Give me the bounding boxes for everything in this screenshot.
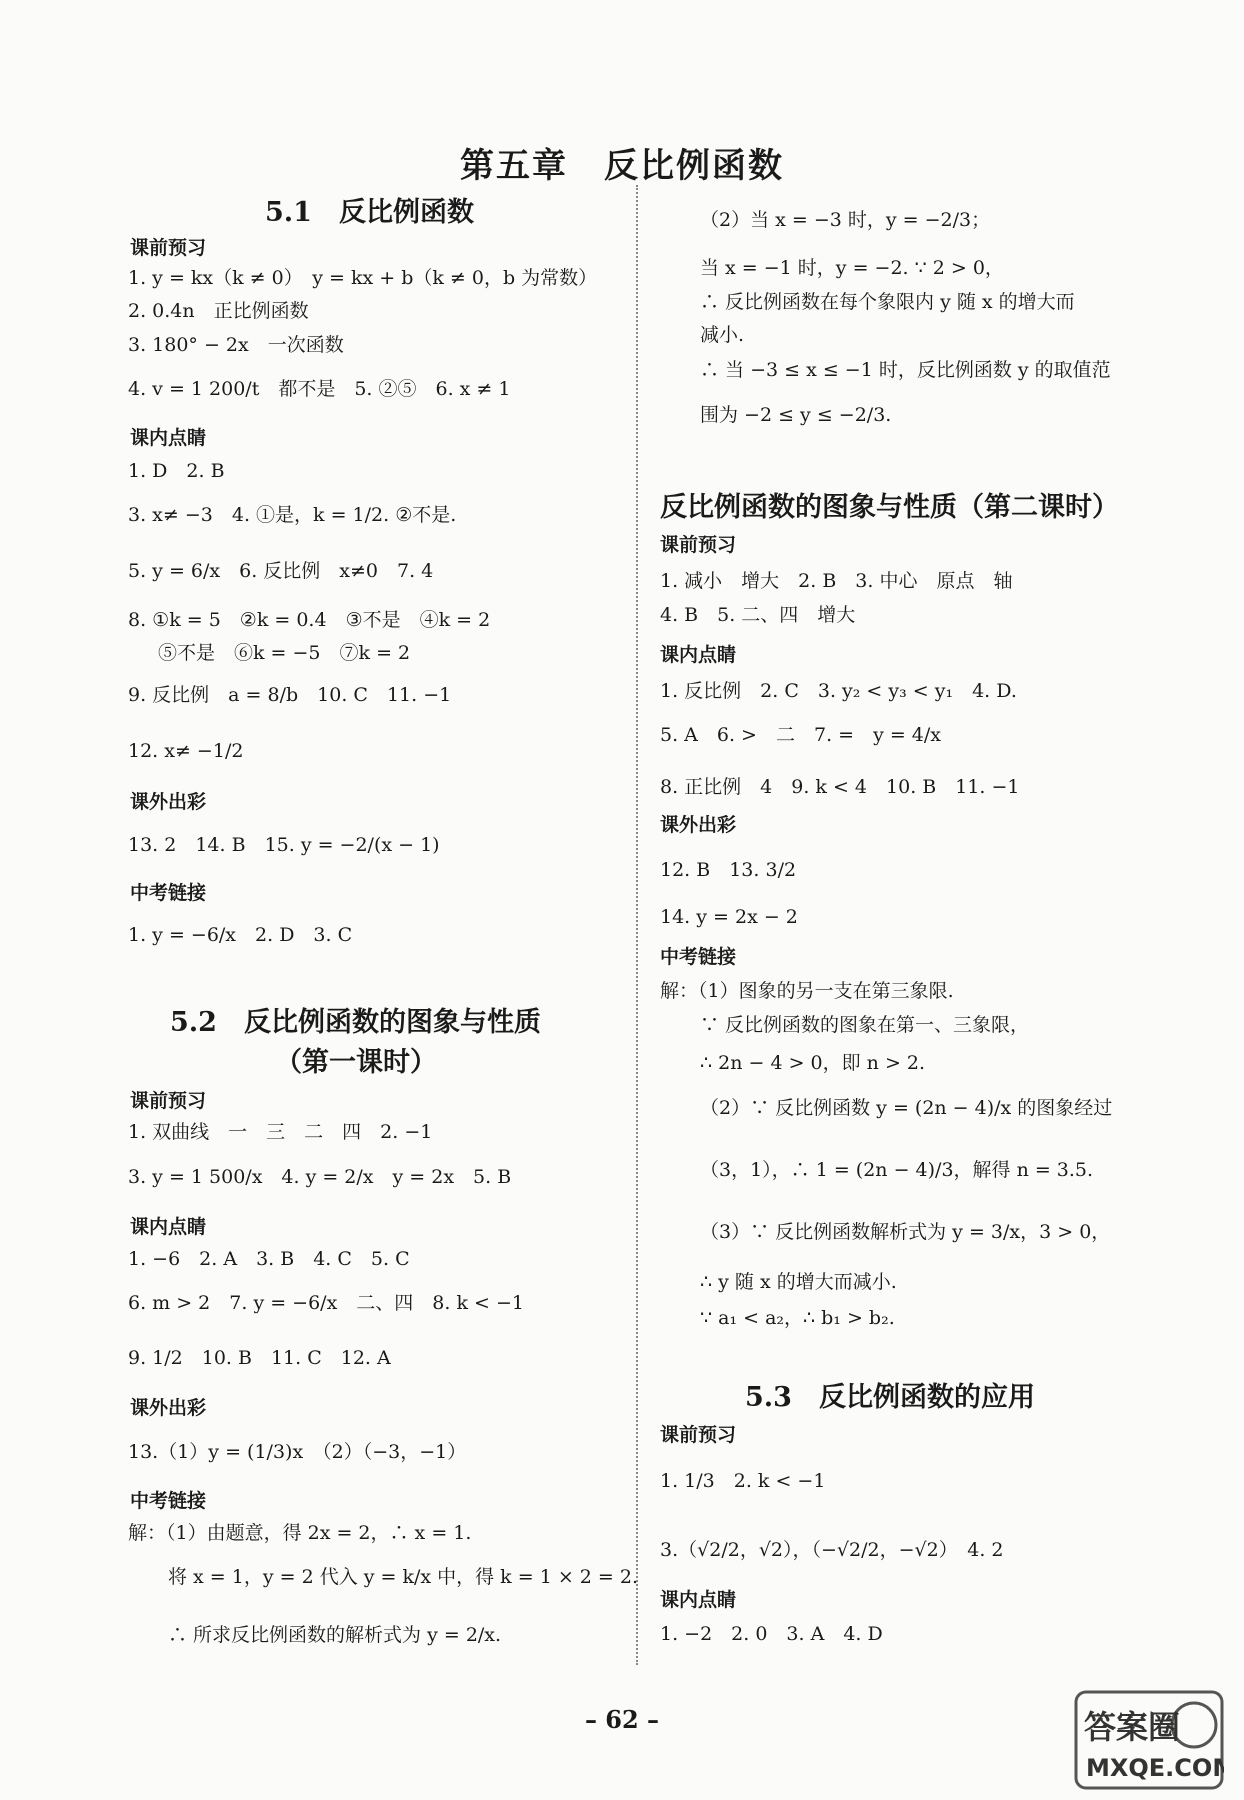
left-subheading-16: 中考链接 bbox=[130, 882, 207, 904]
left-subheading-1: 课前预习 bbox=[130, 237, 207, 259]
right-answer-line-31: 1. −2 2. 0 3. A 4. D bbox=[660, 1623, 883, 1645]
right-answer-line-15: 12. B 13. 3/2 bbox=[660, 859, 797, 881]
right-answer-line-5: 围为 −2 ≤ y ≤ −2/3. bbox=[700, 404, 892, 426]
left-answer-line-26: 9. 1/2 10. B 11. C 12. A bbox=[128, 1347, 391, 1369]
right-answer-line-25: ∵ a₁ < a₂，∴ b₁ > b₂. bbox=[700, 1307, 895, 1329]
watermark-logo bbox=[1074, 1690, 1224, 1790]
left-answer-line-12: 9. 反比例 a = 8/b 10. C 11. −1 bbox=[128, 684, 452, 706]
right-answer-line-16: 14. y = 2x − 2 bbox=[660, 906, 798, 928]
left-answer-line-9: 5. y = 6/x 6. 反比例 x≠0 7. 4 bbox=[128, 560, 434, 582]
right-subheading-7: 课前预习 bbox=[660, 534, 737, 556]
left-answer-line-24: 1. −6 2. A 3. B 4. C 5. C bbox=[128, 1248, 410, 1270]
right-answer-line-2: ∴ 反比例函数在每个象限内 y 随 x 的增大而 bbox=[700, 291, 1075, 313]
column-divider bbox=[636, 185, 638, 1665]
left-answer-line-30: 解：（1）由题意，得 2x = 2，∴ x = 1. bbox=[128, 1522, 472, 1544]
chapter-title: 第五章 反比例函数 bbox=[460, 146, 784, 186]
right-subheading-30: 课内点睛 bbox=[660, 1589, 737, 1611]
right-answer-line-29: 3.（√2/2，√2），（−√2/2，−√2） 4. 2 bbox=[660, 1539, 1004, 1561]
left-answer-line-10: 8. ①k = 5 ②k = 0.4 ③不是 ④k = 2 bbox=[128, 609, 491, 631]
right-answer-line-9: 4. B 5. 二、四 增大 bbox=[660, 604, 856, 626]
right-answer-line-13: 8. 正比例 4 9. k < 4 10. B 11. −1 bbox=[660, 776, 1020, 798]
left-subheading-23: 课内点睛 bbox=[130, 1216, 207, 1238]
right-answer-line-11: 1. 反比例 2. C 3. y₂ < y₃ < y₁ 4. D. bbox=[660, 680, 1017, 702]
right-answer-line-0: （2）当 x = −3 时，y = −2/3； bbox=[700, 209, 991, 231]
right-answer-line-23: （3）∵ 反比例函数解析式为 y = 3/x，3 > 0， bbox=[700, 1221, 1111, 1243]
left-answer-line-17: 1. y = −6/x 2. D 3. C bbox=[128, 924, 353, 946]
right-answer-line-24: ∴ y 随 x 的增大而减小. bbox=[700, 1271, 897, 1293]
left-answer-line-22: 3. y = 1 500/x 4. y = 2/x y = 2x 5. B bbox=[128, 1166, 512, 1188]
right-answer-line-21: （2）∵ 反比例函数 y = (2n − 4)/x 的图象经过 bbox=[700, 1097, 1113, 1119]
right-subheading-17: 中考链接 bbox=[660, 946, 737, 968]
right-answer-line-28: 1. 1/3 2. k < −1 bbox=[660, 1470, 826, 1492]
right-section-heading-6: 反比例函数的图象与性质（第二课时） bbox=[660, 492, 1119, 523]
right-answer-line-22: （3，1），∴ 1 = (2n − 4)/3，解得 n = 3.5. bbox=[700, 1159, 1094, 1181]
left-answer-line-4: 3. 180° − 2x 一次函数 bbox=[128, 334, 344, 356]
right-answer-line-1: 当 x = −1 时，y = −2. ∵ 2 > 0， bbox=[700, 257, 1004, 279]
right-section-heading-26: 5.3 反比例函数的应用 bbox=[745, 1382, 1035, 1413]
right-answer-line-3: 减小. bbox=[700, 324, 745, 346]
right-answer-line-12: 5. A 6. > 二 7. = y = 4/x bbox=[660, 724, 942, 746]
left-subheading-20: 课前预习 bbox=[130, 1090, 207, 1112]
left-answer-line-28: 13.（1）y = (1/3)x （2）（−3，−1） bbox=[128, 1441, 467, 1463]
left-answer-line-13: 12. x≠ −1/2 bbox=[128, 740, 244, 762]
left-answer-line-3: 2. 0.4n 正比例函数 bbox=[128, 300, 309, 322]
left-answer-line-7: 1. D 2. B bbox=[128, 460, 225, 482]
left-subheading-6: 课内点睛 bbox=[130, 427, 207, 449]
left-answer-line-32: ∴ 所求反比例函数的解析式为 y = 2/x. bbox=[168, 1624, 502, 1646]
right-answer-line-8: 1. 减小 增大 2. B 3. 中心 原点 轴 bbox=[660, 570, 1013, 592]
left-section-heading-0: 5.1 反比例函数 bbox=[265, 197, 474, 228]
page-number: – 62 – bbox=[584, 1705, 660, 1734]
left-answer-line-2: 1. y = kx（k ≠ 0） y = kx + b（k ≠ 0，b 为常数） bbox=[128, 267, 598, 289]
left-subheading-14: 课外出彩 bbox=[130, 791, 207, 813]
svg-text:MXQE.COM: MXQE.COM bbox=[1086, 1754, 1224, 1782]
right-answer-line-20: ∴ 2n − 4 > 0，即 n > 2. bbox=[700, 1052, 926, 1074]
left-section-heading-18: 5.2 反比例函数的图象与性质 bbox=[170, 1007, 541, 1038]
left-answer-line-5: 4. v = 1 200/t 都不是 5. ②⑤ 6. x ≠ 1 bbox=[128, 378, 511, 400]
left-subheading-27: 课外出彩 bbox=[130, 1397, 207, 1419]
left-answer-line-31: 将 x = 1，y = 2 代入 y = k/x 中，得 k = 1 × 2 = 2. bbox=[168, 1566, 638, 1588]
left-section-heading-19: （第一课时） bbox=[275, 1047, 437, 1078]
right-subheading-14: 课外出彩 bbox=[660, 814, 737, 836]
left-subheading-29: 中考链接 bbox=[130, 1490, 207, 1512]
right-subheading-27: 课前预习 bbox=[660, 1424, 737, 1446]
right-subheading-10: 课内点睛 bbox=[660, 644, 737, 666]
left-answer-line-8: 3. x≠ −3 4. ①是，k = 1/2. ②不是. bbox=[128, 504, 457, 526]
right-answer-line-19: ∵ 反比例函数的图象在第一、三象限， bbox=[700, 1014, 1030, 1036]
left-answer-line-11: ⑤不是 ⑥k = −5 ⑦k = 2 bbox=[158, 642, 411, 664]
left-answer-line-21: 1. 双曲线 一 三 二 四 2. −1 bbox=[128, 1121, 433, 1143]
svg-text:答案圈: 答案圈 bbox=[1084, 1708, 1181, 1746]
right-answer-line-4: ∴ 当 −3 ≤ x ≤ −1 时，反比例函数 y 的取值范 bbox=[700, 359, 1111, 381]
right-answer-line-18: 解：（1）图象的另一支在第三象限. bbox=[660, 980, 954, 1002]
left-answer-line-25: 6. m > 2 7. y = −6/x 二、四 8. k < −1 bbox=[128, 1292, 524, 1314]
left-answer-line-15: 13. 2 14. B 15. y = −2/(x − 1) bbox=[128, 834, 440, 856]
